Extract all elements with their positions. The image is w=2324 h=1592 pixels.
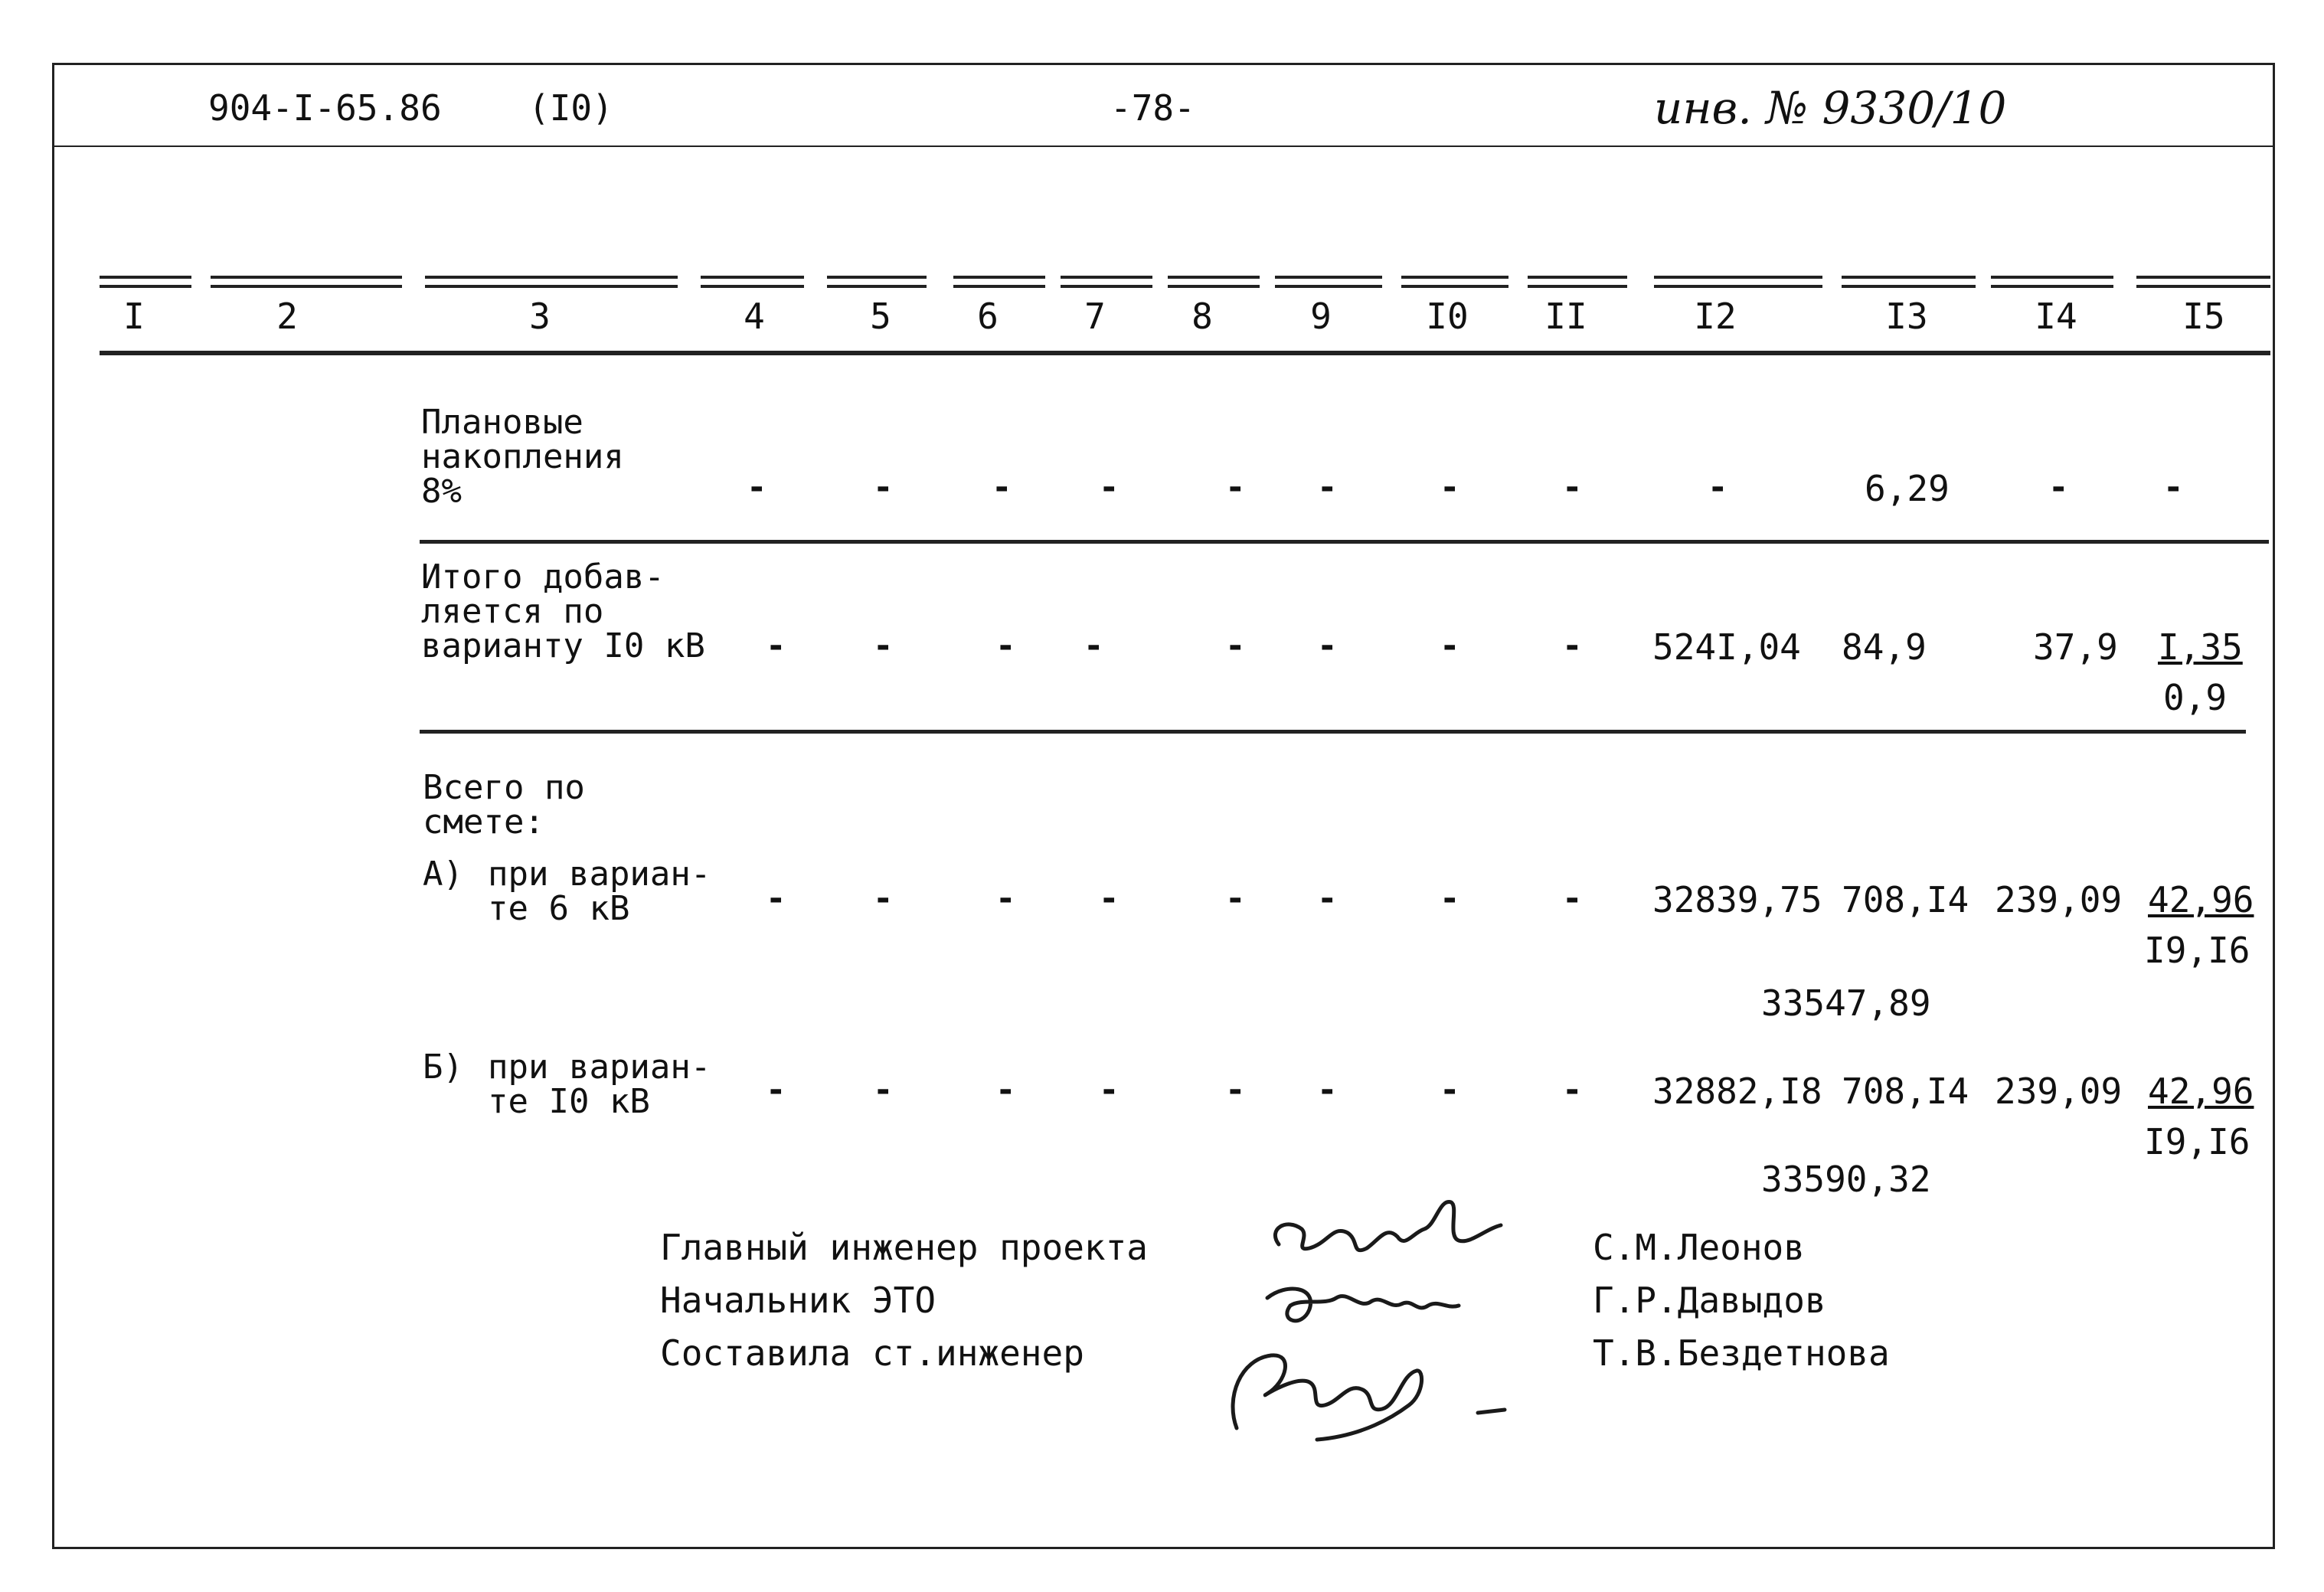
header-rule-segment xyxy=(425,285,678,288)
col-number-14: I4 xyxy=(2035,296,2077,337)
name-bezdetnova: Т.В.Бездетнова xyxy=(1593,1332,1890,1374)
header-rule-segment xyxy=(2136,285,2270,288)
variant-a-c13: 708,I4 xyxy=(1842,879,1969,920)
col-number-2: 2 xyxy=(276,296,298,337)
empty-cell-dash: - xyxy=(747,468,767,507)
header-rule-segment xyxy=(827,276,927,279)
header-rule-segment xyxy=(1401,276,1508,279)
empty-cell-dash: - xyxy=(995,879,1016,918)
header-rule-segment xyxy=(1275,276,1382,279)
document-code: 904-I-65.86 xyxy=(208,87,442,129)
header-rule-segment xyxy=(1991,276,2113,279)
col-number-12: I2 xyxy=(1694,296,1737,337)
header-rule-segment xyxy=(1275,285,1382,288)
header-rule-segment xyxy=(1654,276,1822,279)
empty-cell-dash: - xyxy=(1225,1071,1246,1110)
empty-cell-dash: - xyxy=(2048,468,2069,507)
empty-cell-dash: - xyxy=(1562,879,1583,918)
col-number-1: I xyxy=(123,296,145,337)
empty-cell-dash: - xyxy=(766,1071,786,1110)
col-number-3: 3 xyxy=(529,296,551,337)
signature-leonov-stroke xyxy=(1275,1202,1501,1250)
col-number-5: 5 xyxy=(870,296,891,337)
header-rule-segment xyxy=(1528,285,1627,288)
row-planned-savings-c13: 6,29 xyxy=(1865,468,1950,509)
header-rule-segment xyxy=(701,285,804,288)
empty-cell-dash: - xyxy=(1099,468,1120,507)
header-rule-segment xyxy=(1168,285,1260,288)
empty-cell-dash: - xyxy=(1317,468,1338,507)
header-rule xyxy=(52,145,2273,147)
row-rule-2 xyxy=(420,730,2246,734)
header-rule-segment xyxy=(100,276,191,279)
variant-a-c15-bottom: I9,I6 xyxy=(2144,930,2250,971)
empty-cell-dash: - xyxy=(1440,468,1460,507)
signature-dash xyxy=(1478,1410,1505,1413)
header-rule-segment xyxy=(1842,276,1976,279)
row-planned-savings-label: Плановые накопления 8% xyxy=(421,403,624,511)
empty-cell-dash: - xyxy=(1317,879,1338,918)
variant-a-marker: А) xyxy=(423,855,463,894)
variant-b-c12: 32882,I8 xyxy=(1652,1071,1822,1112)
col-number-10: I0 xyxy=(1426,296,1469,337)
variant-b-c13: 708,I4 xyxy=(1842,1071,1969,1112)
role-department-head: Начальник ЭТО xyxy=(660,1280,936,1321)
empty-cell-dash: - xyxy=(2163,468,2184,507)
header-rule-segment xyxy=(1061,285,1152,288)
signature-davydov-stroke xyxy=(1267,1289,1459,1321)
empty-cell-dash: - xyxy=(873,1071,894,1110)
empty-cell-dash: - xyxy=(766,879,786,918)
empty-cell-dash: - xyxy=(1225,879,1246,918)
header-rule-segment xyxy=(1528,276,1627,279)
empty-cell-dash: - xyxy=(1099,1071,1120,1110)
variant-a-c15-top: 42,96 xyxy=(2148,879,2254,920)
col-number-6: 6 xyxy=(977,296,999,337)
empty-cell-dash: - xyxy=(1562,626,1583,665)
empty-cell-dash: - xyxy=(766,626,786,665)
empty-cell-dash: - xyxy=(1317,1071,1338,1110)
page-number: -78- xyxy=(1110,87,1195,129)
col-number-15: I5 xyxy=(2182,296,2225,337)
empty-cell-dash: - xyxy=(1440,879,1460,918)
signature-names xyxy=(1593,1221,1890,1380)
empty-cell-dash: - xyxy=(1225,626,1246,665)
empty-cell-dash: - xyxy=(1708,468,1728,507)
col-number-4: 4 xyxy=(744,296,765,337)
variant-a-c14: 239,09 xyxy=(1995,879,2123,920)
header-rule-segment xyxy=(100,285,191,288)
empty-cell-dash: - xyxy=(995,626,1016,665)
handwritten-signatures xyxy=(1195,1183,1531,1455)
role-chief-engineer: Главный инженер проекта xyxy=(660,1227,1148,1268)
empty-cell-dash: - xyxy=(1099,879,1120,918)
empty-cell-dash: - xyxy=(1317,626,1338,665)
name-davydov: Г.Р.Давыдов xyxy=(1593,1280,1826,1321)
header-rule-segment xyxy=(1168,276,1260,279)
header-rule-segment xyxy=(1061,276,1152,279)
header-rule-segment xyxy=(827,285,927,288)
header-rule-segment xyxy=(211,276,402,279)
col-number-8: 8 xyxy=(1191,296,1213,337)
variant-b-c15-bottom: I9,I6 xyxy=(2144,1121,2250,1162)
header-rule-segment xyxy=(1842,285,1976,288)
empty-cell-dash: - xyxy=(1562,468,1583,507)
name-leonov: С.М.Леонов xyxy=(1593,1227,1805,1268)
variant-b-label: при вариан- те I0 кВ xyxy=(488,1048,711,1121)
variant-a-label: при вариан- те 6 кВ xyxy=(488,855,711,928)
variant-b-c14: 239,09 xyxy=(1995,1071,2123,1112)
variant-b-marker: Б) xyxy=(423,1048,463,1087)
col-number-11: II xyxy=(1544,296,1587,337)
header-rule-segment xyxy=(211,285,402,288)
row-rule-1 xyxy=(420,540,2269,544)
empty-cell-dash: - xyxy=(873,879,894,918)
empty-cell-dash: - xyxy=(1225,468,1246,507)
role-senior-engineer: Составила ст.инженер xyxy=(660,1332,1084,1374)
row-total-added-c15-bottom: 0,9 xyxy=(2163,677,2228,718)
table-header-bottom-rule xyxy=(100,351,2270,355)
row-total-added-c13: 84,9 xyxy=(1842,626,1927,668)
empty-cell-dash: - xyxy=(1562,1071,1583,1110)
document-variant: (I0) xyxy=(528,87,613,129)
empty-cell-dash: - xyxy=(992,468,1012,507)
empty-cell-dash: - xyxy=(1440,1071,1460,1110)
row-estimate-total-label: Всего по смете: xyxy=(423,768,585,842)
row-total-added-c14: 37,9 xyxy=(2033,626,2118,668)
row-total-added-c15-top: I,35 xyxy=(2158,626,2243,668)
header-rule-segment xyxy=(1654,285,1822,288)
col-number-13: I3 xyxy=(1885,296,1928,337)
header-rule-segment xyxy=(953,285,1045,288)
variant-a-sum: 33547,89 xyxy=(1761,982,1931,1024)
signature-roles xyxy=(660,1221,1148,1380)
variant-b-c15-top: 42,96 xyxy=(2148,1071,2254,1112)
row-total-added-label: Итого добав- ляется по варианту I0 кВ xyxy=(421,557,705,665)
variant-a-c12: 32839,75 xyxy=(1652,879,1822,920)
empty-cell-dash: - xyxy=(1440,626,1460,665)
row-total-added-c12: 524I,04 xyxy=(1652,626,1801,668)
col-number-7: 7 xyxy=(1084,296,1106,337)
empty-cell-dash: - xyxy=(873,626,894,665)
header-rule-segment xyxy=(425,276,678,279)
header-rule-segment xyxy=(1991,285,2113,288)
header-rule-segment xyxy=(1401,285,1508,288)
header-rule-segment xyxy=(2136,276,2270,279)
signature-bezdetnova-stroke xyxy=(1233,1355,1422,1440)
col-number-9: 9 xyxy=(1310,296,1332,337)
inventory-number: инв. № 9330/10 xyxy=(1654,82,2007,134)
empty-cell-dash: - xyxy=(1084,626,1104,665)
header-rule-segment xyxy=(701,276,804,279)
empty-cell-dash: - xyxy=(995,1071,1016,1110)
variant-b-sum: 33590,32 xyxy=(1761,1159,1931,1200)
header-rule-segment xyxy=(953,276,1045,279)
empty-cell-dash: - xyxy=(873,468,894,507)
